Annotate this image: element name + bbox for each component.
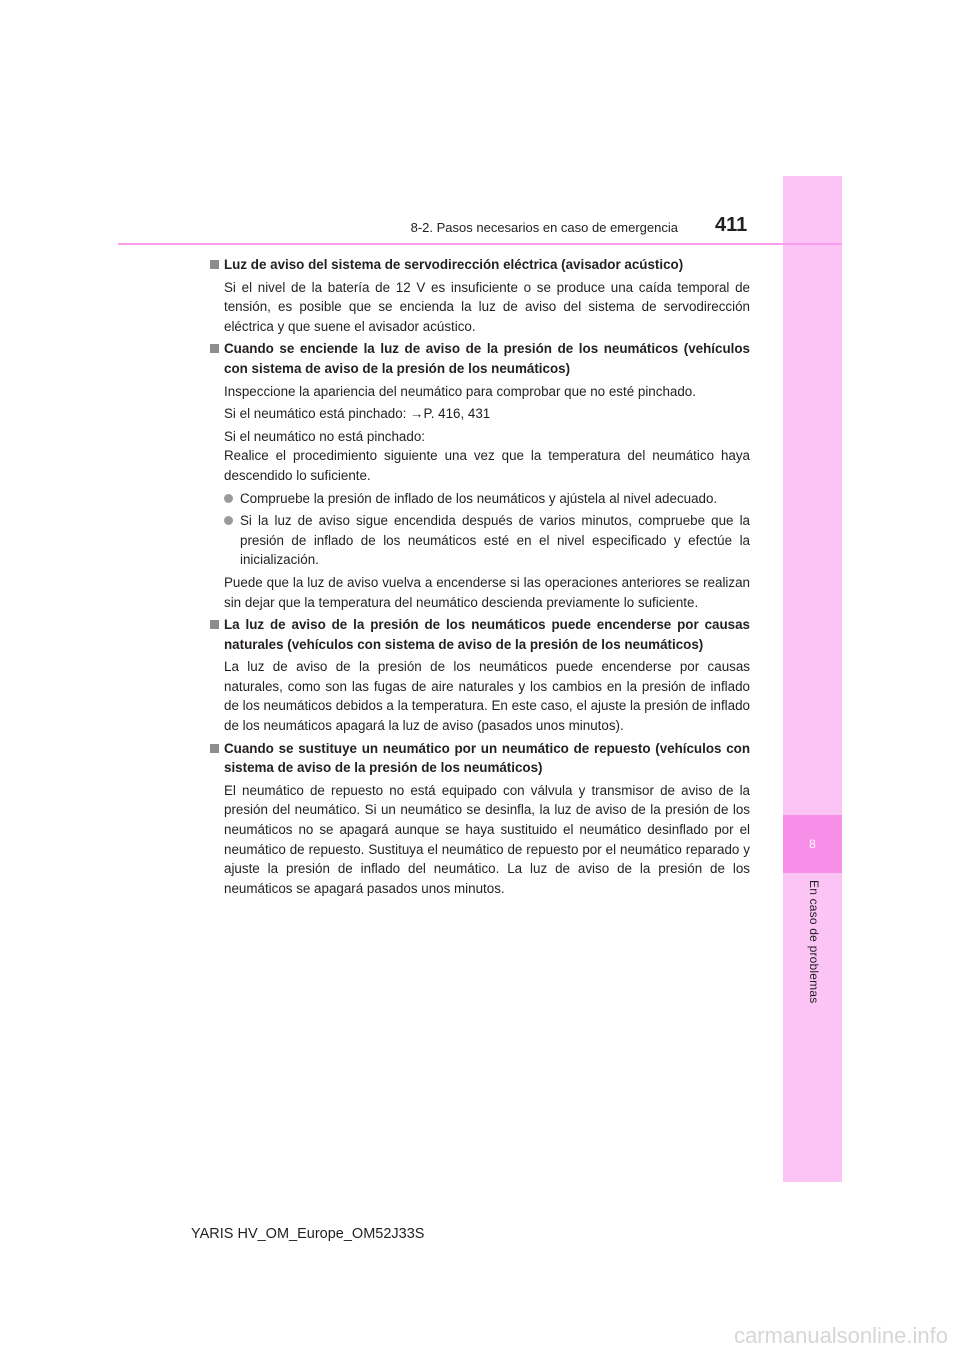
chapter-number-tab[interactable]: [783, 815, 842, 873]
section-heading: [210, 255, 750, 275]
paragraph: El neumático de repuesto no está equipado con válvula y transmisor de aviso de la presión del neumático. Si un neumático se desinfla, la luz de aviso de la presión de los neumáticos no se apagará aunque se haya sustituido el neumático desinflado por el neumático de repuesto. Sustituya el neumático de repuesto por el neumático reparado y ajuste la presión de inflado del neumático. La luz de aviso de la presión de los neumáticos se apagará pasados unos minutos.: [224, 782, 750, 896]
watermark[interactable]: carmanualsonline.info: [733, 1323, 948, 1348]
paragraph: [210, 427, 750, 486]
paragraph: Inspeccione la apariencia del neumático para comprobar que no esté pinchado.: [224, 383, 696, 399]
section-title: 8-2. Pasos necesarios en caso de emergencia: [410, 220, 678, 235]
heading-text: Luz de aviso del sistema de servodirección eléctrica (avisador acústico): [224, 257, 684, 272]
paragraph: Si el nivel de la batería de 12 V es insuficiente o se produce una caída temporal de tensión, es posible que se encienda la luz de aviso del sistema de servodirección eléctrica y que suene el avisador acústico.: [224, 279, 750, 334]
paragraph-line: Realice el procedimiento siguiente una vez que la temperatura del neumático haya descendido lo suficiente.: [224, 448, 750, 483]
list-item-text: Compruebe la presión de inflado de los neumáticos y ajústela al nivel adecuado.: [240, 490, 718, 506]
heading-text: Cuando se enciende la luz de aviso de la presión de los neumáticos (vehículos con sistema de aviso de la presión de los neumáticos): [224, 341, 750, 376]
section-heading: [210, 739, 750, 778]
round-bullet-icon: [224, 494, 233, 503]
page-reference[interactable]: Si el neumático está pinchado: →P. 416, 431: [224, 406, 491, 422]
section-tire-pressure-warning: [210, 339, 750, 612]
chapter-label: En caso de problemas: [807, 880, 821, 1004]
page-content: [210, 255, 750, 901]
section-heading: [210, 339, 750, 378]
paragraph: La luz de aviso de la presión de los neumáticos puede encenderse por causas naturales, como son las fugas de aire naturales y los cambios en la presión de inflado de los neumáticos debidos a la temperatura. En este caso, el ajuste la presión de inflado de los neumáticos apagará la luz de aviso (pasados unos minutos).: [224, 659, 750, 734]
paragraph: Puede que la luz de aviso vuelva a encenderse si las operaciones anteriores se realizan sin dejar que la temperatura del neumático descienda previamente lo suficiente.: [224, 574, 750, 610]
round-bullet-icon: [224, 516, 233, 525]
list-item: [210, 511, 750, 570]
square-bullet-icon: [210, 260, 219, 269]
square-bullet-icon: [210, 744, 219, 753]
heading-text: La luz de aviso de la presión de los neumáticos puede encenderse por causas naturales (vehículos con sistema de aviso de la presión de los neumáticos): [224, 617, 750, 652]
section-eps-warning: [210, 255, 750, 336]
list-item-text: Si la luz de aviso sigue encendida después de varios minutos, compruebe que la presión de inflado de los neumáticos esté en el nivel especificado y efectúe la inicialización.: [240, 513, 750, 568]
chapter-side-tab: [783, 176, 842, 1182]
page-number: 411: [715, 214, 748, 236]
chapter-number: 8: [809, 837, 816, 851]
document-code: YARIS HV_OM_Europe_OM52J33S: [191, 1226, 425, 1242]
paragraph-line: Si el neumático no está pinchado:: [224, 428, 425, 444]
square-bullet-icon: [210, 344, 219, 353]
section-natural-causes: [210, 615, 750, 736]
square-bullet-icon: [210, 620, 219, 629]
heading-text: Cuando se sustituye un neumático por un neumático de repuesto (vehículos con sistema de aviso de la presión de los neumáticos): [224, 740, 750, 776]
section-spare-tire: [210, 739, 750, 899]
header-divider: [118, 243, 842, 245]
section-heading: [210, 615, 750, 654]
list-item: [210, 489, 750, 509]
